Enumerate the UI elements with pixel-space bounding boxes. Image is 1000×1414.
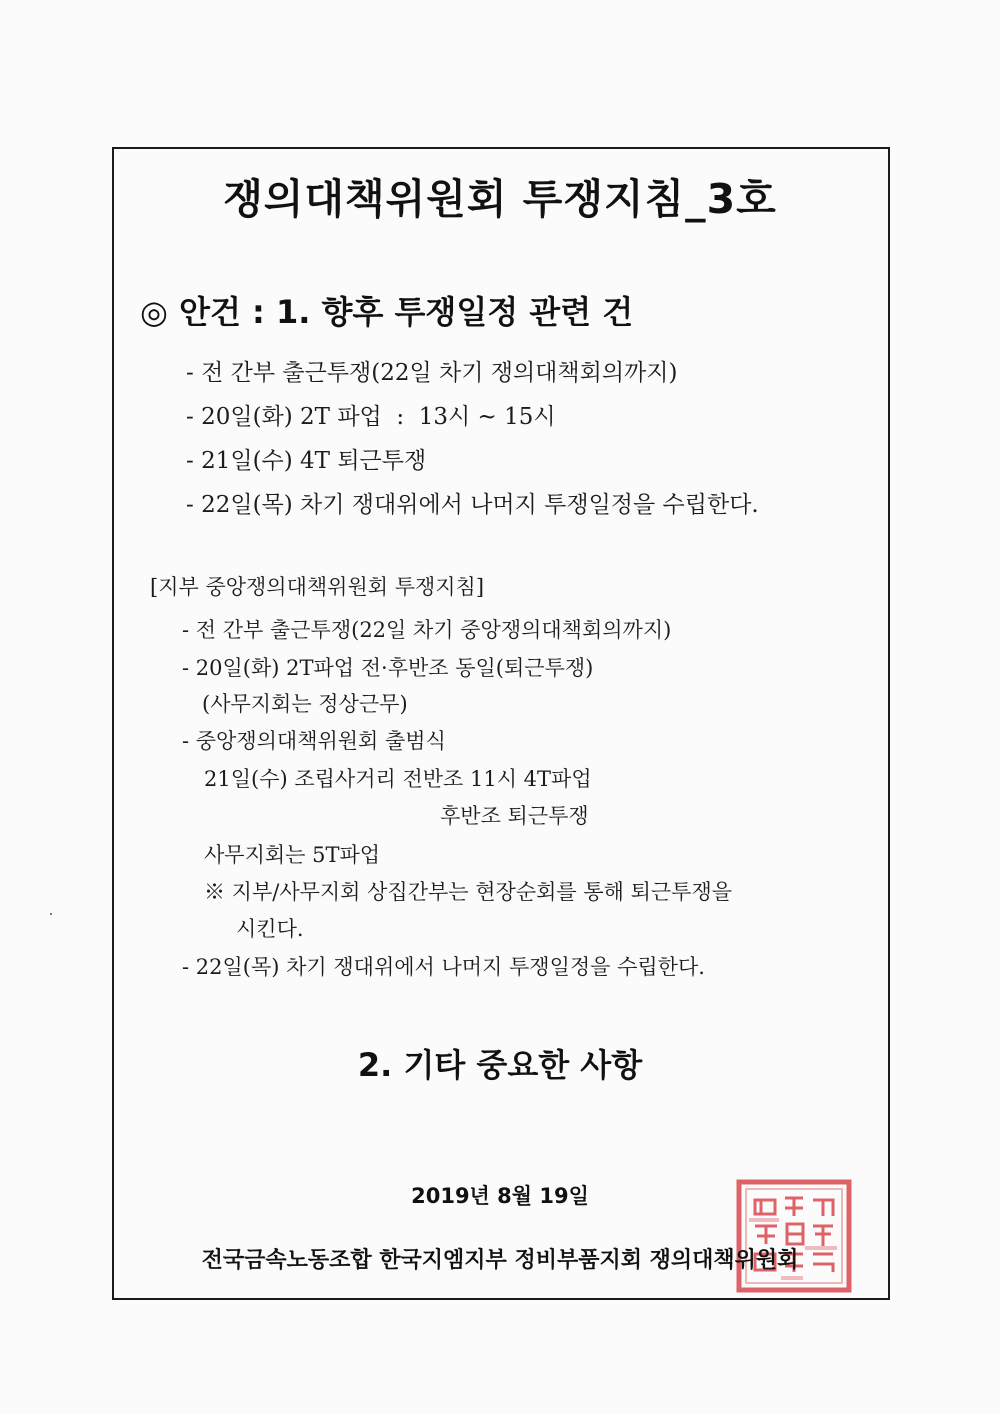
agenda-item: - 21일(수) 4T 퇴근투쟁 xyxy=(186,448,427,474)
note-item-continuation: 시킨다. xyxy=(236,917,304,941)
branch-item: - 22일(목) 차기 쟁대위에서 나머지 투쟁일정을 수립한다. xyxy=(182,955,705,979)
official-seal-stamp xyxy=(735,1178,853,1294)
document-title: 쟁의대책위원회 투쟁지침_3호 xyxy=(223,175,777,223)
scan-speck xyxy=(50,913,52,915)
branch-item: - 중앙쟁의대책위원회 출범식 xyxy=(182,729,446,753)
branch-item: - 전 간부 출근투쟁(22일 차기 중앙쟁의대책회의까지) xyxy=(182,618,672,642)
agenda-item: - 전 간부 출근투쟁(22일 차기 쟁의대책회의까지) xyxy=(186,360,678,386)
note-item: ※ 지부/사무지회 상집간부는 현장순회를 통해 퇴근투쟁을 xyxy=(204,880,733,904)
agenda-item: - 22일(목) 차기 쟁대위에서 나머지 투쟁일정을 수립한다. xyxy=(186,492,759,518)
branch-item: (사무지회는 정상근무) xyxy=(202,692,408,716)
agenda-item: - 20일(화) 2T 파업 : 13시 ~ 15시 xyxy=(186,404,556,430)
branch-item: 후반조 퇴근투쟁 xyxy=(440,804,589,828)
branch-item: 사무지회는 5T파업 xyxy=(204,843,381,867)
branch-heading: [지부 중앙쟁의대책위원회 투쟁지침] xyxy=(150,575,485,599)
agenda-heading: ◎ 안건 : 1. 향후 투쟁일정 관련 건 xyxy=(140,293,634,331)
branch-item: 21일(수) 조립사거리 전반조 11시 4T파업 xyxy=(204,767,592,791)
section2-heading: 2. 기타 중요한 사항 xyxy=(357,1046,643,1084)
branch-item: - 20일(화) 2T파업 전·후반조 동일(퇴근투쟁) xyxy=(182,656,594,680)
document-date: 2019년 8월 19일 xyxy=(411,1184,589,1208)
organization-name: 전국금속노동조합 한국지엠지부 정비부품지회 쟁의대책위원회 xyxy=(201,1248,799,1273)
